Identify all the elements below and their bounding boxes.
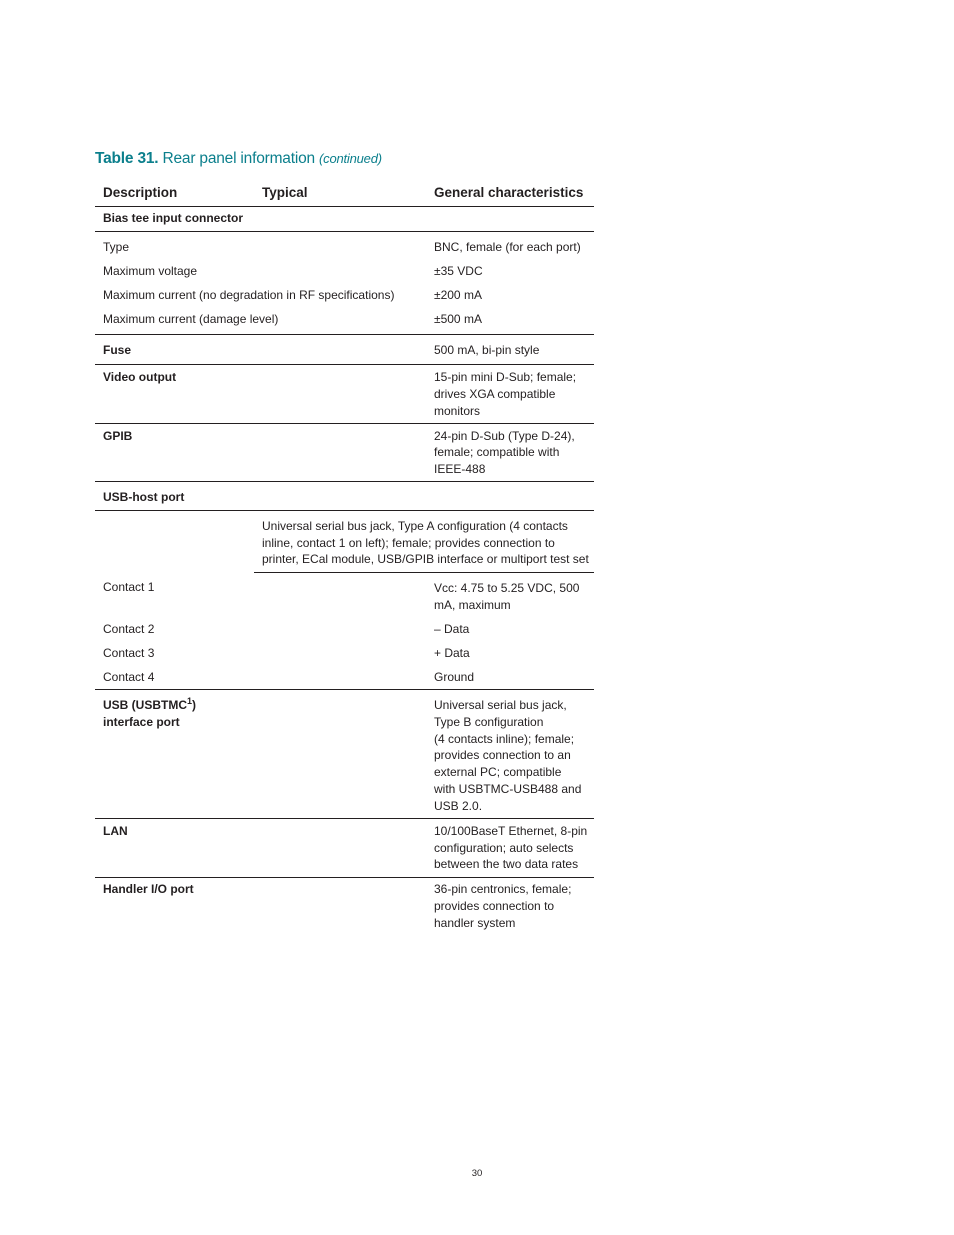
page-number: 30 bbox=[471, 1168, 483, 1179]
table-row bbox=[95, 665, 594, 689]
row-label: Contact 1 bbox=[103, 580, 155, 595]
table-row bbox=[95, 510, 594, 572]
row-value: 15-pin mini D-Sub; female; drives XGA compatible monitors bbox=[425, 365, 594, 424]
section-title: USB (USBTMC$^1$) interface port bbox=[95, 690, 425, 819]
rear-panel-table bbox=[95, 181, 594, 935]
row-label: Maximum current (no degradation in RF specifications) bbox=[103, 287, 395, 302]
row-label: Type bbox=[103, 239, 130, 254]
footnote-marker: 1 bbox=[187, 696, 193, 706]
row-value: 36-pin centronics, female; provides connection to handler system bbox=[434, 882, 572, 930]
table-number: Table 31. bbox=[95, 150, 159, 167]
section-title: LAN bbox=[95, 819, 425, 878]
row-value: Vcc: 4.75 to 5.25 VDC, 500 mA, maximum bbox=[434, 580, 580, 612]
header-general-characteristics: General characteristics bbox=[425, 181, 594, 206]
section-title: Video output bbox=[95, 365, 425, 424]
table-caption bbox=[95, 150, 382, 168]
section-title: Handler I/O port bbox=[103, 882, 194, 897]
section-gpib bbox=[95, 423, 594, 482]
table-row bbox=[95, 259, 594, 283]
row-value: 10/100BaseT Ethernet, 8-pin configuration; auto selects between the two data rates bbox=[425, 819, 594, 878]
section-title: Fuse bbox=[95, 334, 425, 365]
header-description: Description bbox=[95, 181, 254, 206]
section-bias-tee bbox=[95, 206, 594, 231]
row-label: Contact 2 bbox=[103, 621, 155, 636]
row-value: ±200 mA bbox=[434, 287, 482, 302]
section-title: Bias tee input connector bbox=[95, 206, 594, 231]
row-label: Contact 4 bbox=[95, 665, 254, 689]
row-value: Universal serial bus jack, Type B configuration (4 contacts inline); female; provides connection to an external PC; compatible with USBTMC-USB488 and USB 2.0. bbox=[425, 690, 594, 819]
row-value: ±35 VDC bbox=[434, 263, 483, 278]
section-fuse bbox=[95, 334, 594, 365]
row-label: Maximum voltage bbox=[103, 263, 198, 278]
table-header-row bbox=[95, 181, 594, 206]
row-value: 24-pin D-Sub (Type D-24), female; compatible with IEEE-488 bbox=[425, 423, 594, 482]
row-value: 500 mA, bi-pin style bbox=[425, 334, 594, 365]
section-usbtmc bbox=[95, 690, 594, 819]
table-row bbox=[95, 307, 594, 334]
section-title: USB-host port bbox=[95, 482, 594, 510]
table-continued-note: (continued) bbox=[319, 151, 382, 166]
usb-host-description: Universal serial bus jack, Type A configuration (4 contacts inline, contact 1 on left); female; provides connection to printer, ECal module, USB/GPIB interface or multiport test set bbox=[254, 510, 594, 572]
table-title: Rear panel information bbox=[162, 150, 315, 167]
row-value: ±500 mA bbox=[425, 307, 594, 334]
row-value: Ground bbox=[425, 665, 594, 689]
row-label: Contact 3 bbox=[103, 645, 155, 660]
table-row bbox=[95, 283, 594, 307]
table-row bbox=[95, 231, 594, 259]
row-label: Maximum current (damage level) bbox=[95, 307, 425, 334]
table-row bbox=[95, 617, 594, 641]
header-typical: Typical bbox=[254, 181, 425, 206]
row-value: BNC, female (for each port) bbox=[434, 239, 581, 254]
section-handler-io bbox=[95, 877, 594, 935]
section-video-output bbox=[95, 365, 594, 424]
row-value: + Data bbox=[434, 645, 470, 660]
section-lan bbox=[95, 819, 594, 878]
table-row bbox=[95, 641, 594, 665]
table-row bbox=[95, 572, 594, 617]
section-title: GPIB bbox=[95, 423, 425, 482]
section-usb-host bbox=[95, 482, 594, 510]
row-value: – Data bbox=[434, 621, 470, 636]
